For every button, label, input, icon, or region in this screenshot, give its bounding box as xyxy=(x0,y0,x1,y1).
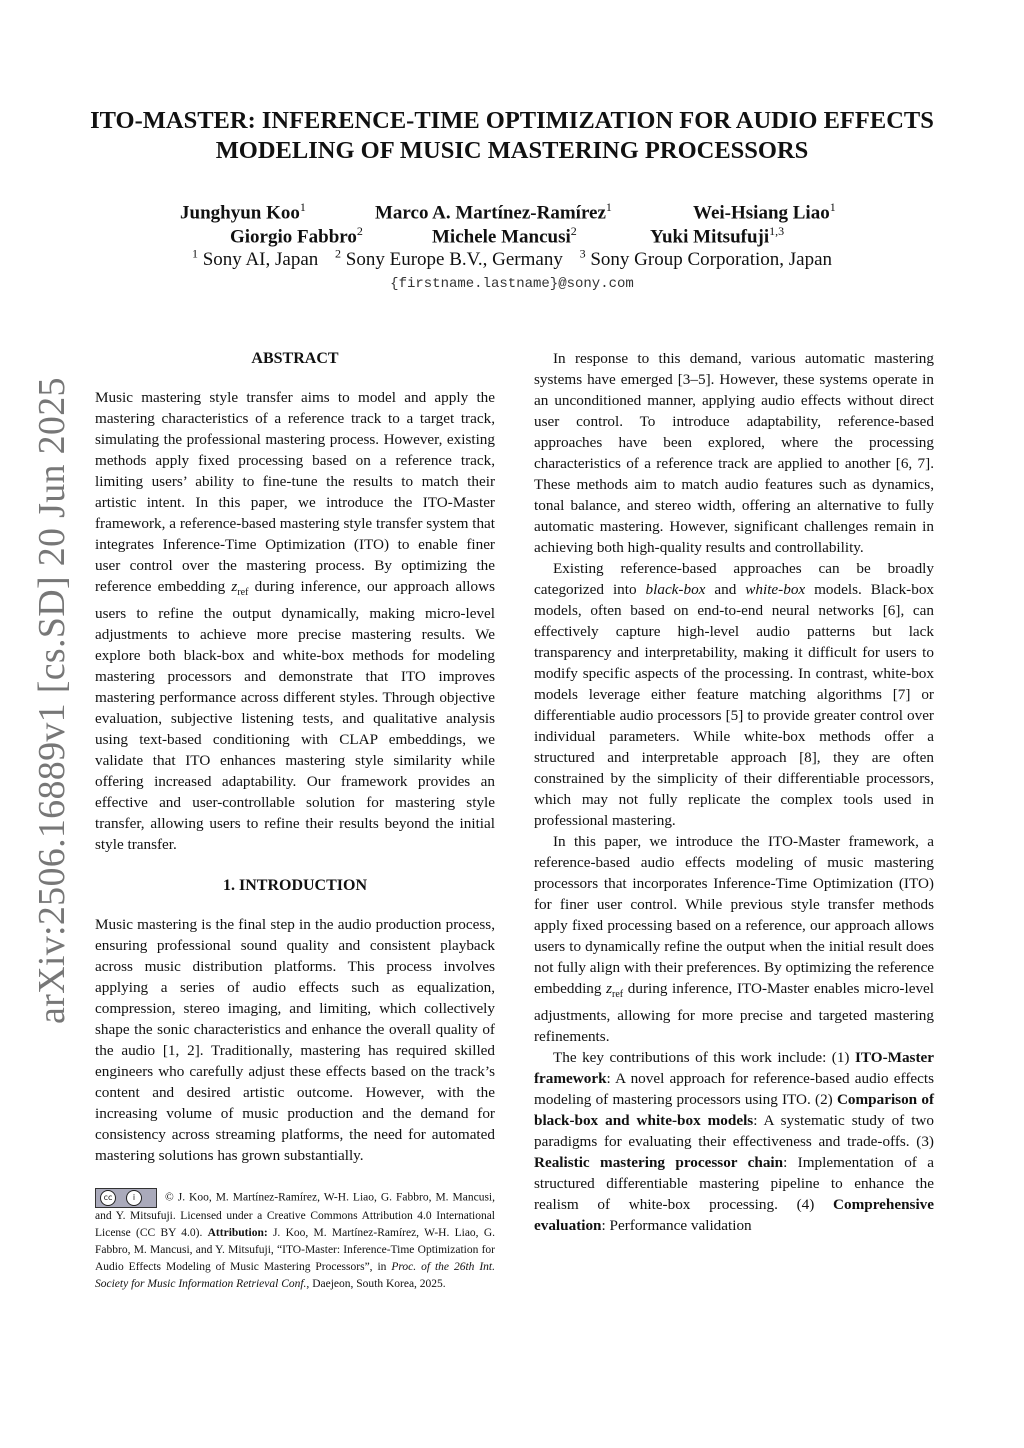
affiliations xyxy=(60,247,964,271)
text-span: : Performance validation xyxy=(601,1217,752,1235)
text-span: : A novel approach for reference-based audio effects modeling of mastering processors using ITO. (2) xyxy=(534,1070,934,1109)
abstract-heading: ABSTRACT xyxy=(251,350,339,367)
author xyxy=(180,200,306,224)
z-ref-symbol: z xyxy=(606,980,613,997)
cc-by-license-icon xyxy=(95,1188,157,1208)
footnote-text: Daejeon, South Korea, 2025. xyxy=(309,1278,446,1290)
emphasis-white-box: white-box xyxy=(745,581,806,598)
right-column xyxy=(534,348,934,1236)
author-name: Junghyun Koo xyxy=(180,202,300,224)
affiliation xyxy=(335,249,563,270)
intro-paragraph-5 xyxy=(534,1047,934,1236)
affiliation xyxy=(580,249,832,270)
author-affiliation-mark: 1 xyxy=(605,200,612,214)
affiliation-name: Sony Group Corporation, Japan xyxy=(590,249,833,271)
attribution-label: Attribution: xyxy=(207,1227,268,1239)
copyright-footnote xyxy=(95,1188,495,1293)
z-ref-subscript: ref xyxy=(237,587,249,599)
venue-name: Proc. of the 26th Int. Society for Music Information Retrieval Conf., xyxy=(95,1261,495,1290)
introduction-heading: 1. INTRODUCTION xyxy=(222,877,367,895)
author xyxy=(693,200,836,224)
affiliation-name: Sony Europe B.V., Germany xyxy=(345,249,563,271)
z-ref-symbol: z xyxy=(231,578,238,595)
contribution-keyword: Comprehensive evaluation xyxy=(534,1196,934,1235)
affiliation xyxy=(192,249,318,270)
text-span: models. Black-box models, often based on end-to-end neural networks [6], can effectively capture high-level audio patterns but lack transparency and interpretability, making it difficult for users to modify specific aspects of the processing. In contrast, white-box models leverage either feature matching algorithms [7] or differentiable audio processors [5] to provide greater control over individual parameters. While white-box methods offer a structured and interpretable approach [8], they are often constrained by the simplicity of their differentiable processors, which may not fully replicate the complex tools used in professional mastering. xyxy=(534,581,935,829)
contribution-keyword: Comparison of black-box and white-box models xyxy=(534,1091,934,1130)
affiliation-number: 3 xyxy=(579,247,586,261)
author xyxy=(230,224,363,248)
text-span: In this paper, we introduce the ITO-Master framework, a reference-based audio effects modeling of music mastering processors that incorporates Inference-Time Optimization (ITO) for finer user control. While previous style transfer methods apply fixed processing based on a reference, our approach allows users to dynamically refine the output when the initial result does not fully align with their preferences. By optimizing the reference embedding xyxy=(534,833,934,997)
by-icon: i xyxy=(126,1190,142,1206)
abstract-text xyxy=(95,387,495,855)
arxiv-identifier: arXiv:2506.16889v1 [cs.SD] 20 Jun 2025 xyxy=(31,377,73,1024)
author-affiliation-mark: 1 xyxy=(299,200,306,214)
text-span: during inference, ITO-Master enables micro-level adjustments, allowing for more precise and targeted mastering refinements. xyxy=(534,980,934,1046)
affiliation-number: 1 xyxy=(191,247,198,261)
text-span: The key contributions of this work include: (1) xyxy=(553,1049,855,1067)
text-span: : A systematic study of two paradigms for evaluating their effectiveness and trade-offs. (3) xyxy=(534,1112,934,1151)
cc-icon: cc xyxy=(100,1190,116,1206)
left-column xyxy=(95,348,495,1166)
abstract-part: during inference, our approach allows users to refine the output dynamically, making micro-level adjustments to achieve more precise mastering results. We explore both black-box and white-box methods for modeling mastering processors and demonstrate that ITO improves mastering performance across different styles. Through objective evaluation, subjective listening tests, and qualitative analysis using text-based conditioning with CLAP embeddings, we validate that ITO enhances mastering style similarity while offering increased adaptability. Our framework provides an effective and user-controllable solution for mastering style transfer, allowing users to refine their results beyond the initial style transfer. xyxy=(95,578,495,854)
text-span: : Implementation of a structured differentiable mastering pipeline to enhance the realism of white-box processing. (4) xyxy=(534,1154,934,1214)
intro-paragraph-1: Music mastering is the final step in the audio production process, ensuring professional sound quality and consistent playback across music distribution platforms. This process involves applying a series of audio effects such as equalization, compression, stereo imaging, and limiting, which collectively shape the sonic characteristics and enhance the overall quality of the audio [1, 2]. Traditionally, mastering has required skilled engineers who carefully adjust these effects based on the track’s content and desired artistic outcome. However, with the increasing volume of music production and the demand for consistency across streaming platforms, the need for automated mastering solutions has grown substantially. xyxy=(95,916,495,1165)
affiliation-number: 2 xyxy=(335,247,342,261)
abstract-part: Music mastering style transfer aims to model and apply the mastering characteristics of a reference track to a target track, simulating the professional mastering process. However, existing methods apply fixed processing based on a reference track, limiting users’ ability to fine-tune the results to match their artistic intent. In this paper, we introduce the ITO-Master framework, a reference-based mastering style transfer system that integrates Inference-Time Optimization (ITO) to enable finer user control over the mastering process. By optimizing the reference embedding xyxy=(95,389,495,595)
author-affiliation-mark: 2 xyxy=(570,224,577,238)
paper-title: ITO-MASTER: INFERENCE-TIME OPTIMIZATION FOR AUDIO EFFECTS MODELING OF MUSIC MASTERING PROCESSORS xyxy=(90,107,934,164)
contribution-keyword: ITO-Master framework xyxy=(534,1049,934,1088)
footnote-text: J. Koo, M. Martínez-Ramírez, W-H. Liao, G. Fabbro, M. Mancusi, and Y. Mitsufuji, “ITO-Master: Inference-Time Optimization for Audio Effects Modeling of Music Mastering Processors”, in xyxy=(95,1227,495,1273)
text-span: Existing reference-based approaches can be broadly categorized into xyxy=(534,560,934,598)
text-span: and xyxy=(705,581,746,598)
z-ref-subscript: ref xyxy=(612,989,624,1001)
contact-email: {firstname.lastname}@sony.com xyxy=(390,276,634,292)
author-affiliation-mark: 1 xyxy=(829,200,836,214)
author-name: Wei-Hsiang Liao xyxy=(693,202,830,224)
affiliation-name: Sony AI, Japan xyxy=(202,249,319,271)
author xyxy=(650,224,784,248)
intro-paragraph-2: In response to this demand, various automatic mastering systems have emerged [3–5]. However, these systems operate in an unconditioned manner, applying audio effects without direct user control. To introduce adaptability, reference-based approaches have been explored, where the processing characteristics of a reference track are applied to another [6, 7]. These methods aim to match audio features such as dynamics, tonal balance, and stereo width, offering an alternative to fully automatic mastering. However, significant challenges remain in achieving both high-quality results and controllability. xyxy=(534,350,934,556)
author xyxy=(375,200,612,224)
author xyxy=(432,224,577,248)
intro-paragraph-4 xyxy=(534,831,934,1047)
author-affiliation-mark: 1,3 xyxy=(769,224,785,238)
author-name: Michele Mancusi xyxy=(432,226,571,248)
author-affiliation-mark: 2 xyxy=(356,224,363,238)
author-name: Yuki Mitsufuji xyxy=(650,226,770,248)
author-name: Marco A. Martínez-Ramírez xyxy=(375,202,606,224)
contribution-keyword: Realistic mastering processor chain xyxy=(534,1154,784,1172)
intro-paragraph-3 xyxy=(534,558,934,831)
footnote-text: © J. Koo, M. Martínez-Ramírez, W-H. Liao, G. Fabbro, M. Mancusi, and Y. Mitsufuji. Licensed under a Creative Commons Attribution 4.0 International License (CC BY 4.0). xyxy=(95,1191,495,1239)
emphasis-black-box: black-box xyxy=(645,581,706,598)
author-name: Giorgio Fabbro xyxy=(230,226,357,248)
